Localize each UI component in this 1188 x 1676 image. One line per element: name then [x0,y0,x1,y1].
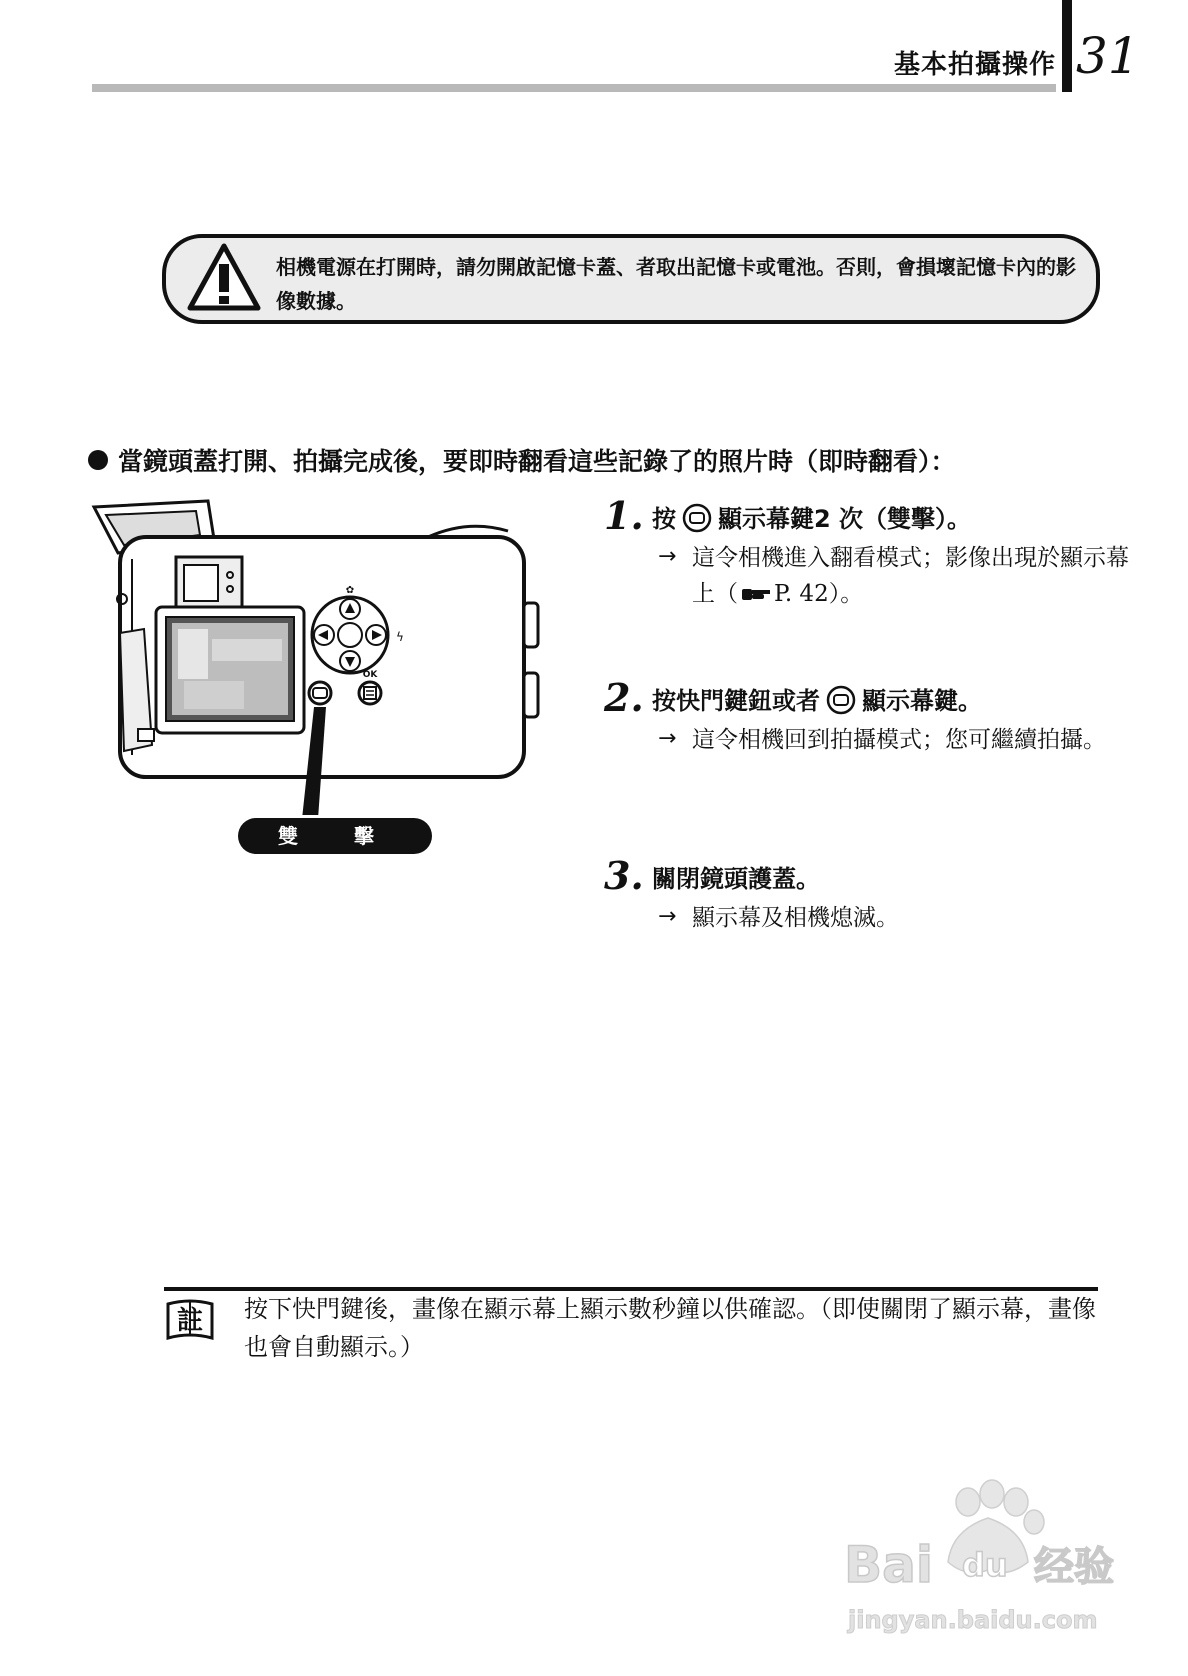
pointing-hand-icon [740,586,772,602]
warning-triangle-icon [186,242,262,312]
svg-text:✿: ✿ [345,585,355,596]
section-title: 基本拍攝操作 [893,50,1056,80]
step-2-title [652,684,982,718]
note-book-icon [164,1298,216,1342]
heading-bullet [88,450,108,470]
caution-text: 相機電源在打開時，請勿開啟記憶卡蓋、者取出記憶卡或電池。否則，會損壞記憶卡內的影像數據。 [276,255,1076,313]
step-3-title: 關閉鏡頭護蓋。 [652,865,820,893]
step-1-result-end: ）。 [828,581,864,607]
step-2-title-after: 顯示幕鍵。 [862,687,982,715]
step-1-title-after: 顯示幕鍵2 次（雙擊）。 [718,505,972,533]
ok-label: OK [362,670,378,680]
note-icon-char: 註 [176,1306,204,1336]
section-heading: 當鏡頭蓋打開、拍攝完成後，要即時翻看這些記錄了的照片時（即時翻看）： [118,447,956,476]
step-1-number: 1. [604,493,644,538]
step-2-result: 這令相機回到拍攝模式；您可繼續拍攝。 [692,727,1106,753]
double-click-label: 雙 擊 [238,818,432,854]
watermark-brand: Bai [844,1536,933,1594]
monitor-button-icon [826,685,856,715]
step-3-number: 3. [604,853,644,898]
step-1-result [692,540,1142,612]
svg-text:ϟ: ϟ [396,630,404,644]
step-1-title-before: 按 [652,505,676,533]
baidu-watermark-logo [838,1478,1138,1658]
note-text: 按下快門鍵後，畫像在顯示幕上顯示數秒鐘以供確認。（即使關閉了顯示幕，畫像也會自動顯示。） [244,1295,1096,1361]
header-rule [92,84,1056,92]
header-bar [1062,0,1072,92]
camera-illustration [88,495,568,815]
monitor-button-icon [682,503,712,533]
step-2-title-before: 按快門鍵鈕或者 [652,687,820,715]
step-1-title [652,502,971,536]
watermark-sub: 经验 [1034,1544,1114,1590]
step-1-arrow: → [658,544,677,569]
watermark-url: jingyan.baidu.com [848,1606,1098,1634]
step-3-arrow: → [658,904,677,929]
step-1-result-text: 這令相機進入翻看模式；影像出現於顯示幕上（ [692,545,1129,607]
page-reference: P. 42 [774,581,829,607]
step-2-number: 2. [604,675,644,720]
page-number: 31 [1076,27,1140,85]
watermark-brand-du: du [962,1546,1008,1584]
step-3-result: 顯示幕及相機熄滅。 [692,905,899,931]
step-2-arrow: → [658,726,677,751]
